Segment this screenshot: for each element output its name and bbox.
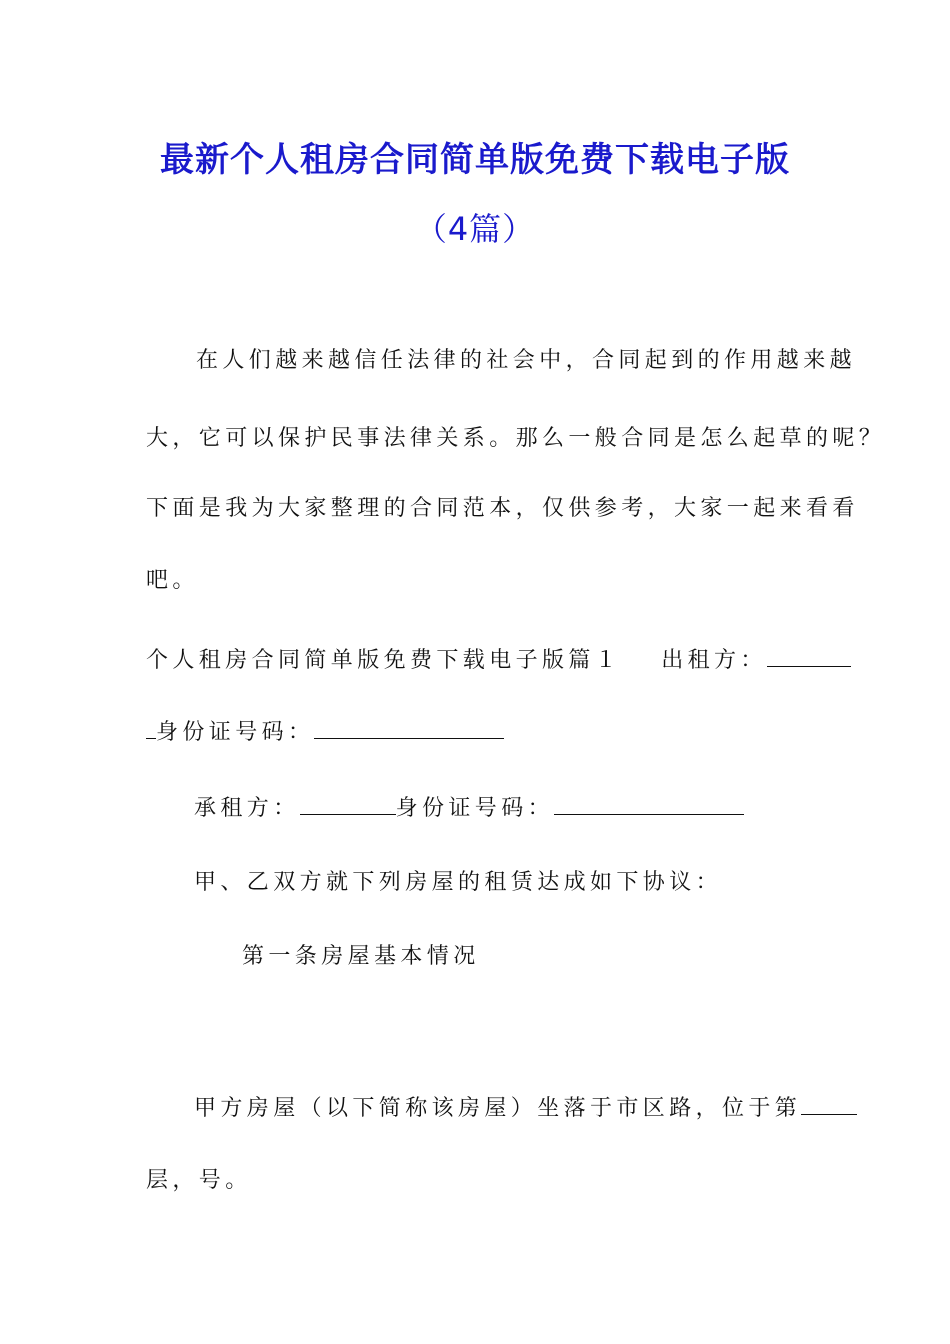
lessee-name-blank	[300, 794, 396, 815]
lessee-label: 承租方：	[194, 796, 300, 821]
lessor-id-line	[146, 718, 504, 748]
intro-line-3: 下面是我为大家整理的合同范本，仅供参考，大家一起来看看	[146, 496, 859, 521]
location-line	[194, 1094, 857, 1124]
floor-line: 层，号。	[146, 1168, 252, 1193]
lessor-label: 出租方：	[661, 648, 767, 673]
floor-blank	[801, 1094, 857, 1115]
agreement-line: 甲、乙双方就下列房屋的租赁达成如下协议：	[194, 870, 723, 895]
intro-line-2: 大，它可以保护民事法律关系。那么一般合同是怎么起草的呢？	[146, 426, 886, 451]
section-heading-line	[146, 646, 851, 676]
lessee-line	[194, 794, 744, 824]
section-heading: 个人租房合同简单版免费下载电子版篇１	[146, 648, 622, 673]
article-1-heading: 第一条房屋基本情况	[242, 944, 480, 969]
intro-line-4: 吧。	[146, 568, 199, 593]
lessor-name-blank-cont	[146, 718, 156, 739]
lessee-id-label: 身份证号码：	[395, 796, 555, 821]
lessor-id-label: 身份证号码：	[156, 720, 315, 745]
location-text: 甲方房屋（以下简称该房屋）坐落于市区路，位于第	[194, 1096, 802, 1121]
document-title: 最新个人租房合同简单版免费下载电子版	[160, 140, 790, 180]
lessor-name-blank	[767, 646, 851, 667]
document-title-count: （4篇）	[414, 210, 536, 248]
lessee-id-blank	[554, 794, 744, 815]
lessor-id-blank	[314, 718, 504, 739]
intro-line-1: 在人们越来越信任法律的社会中，合同起到的作用越来越	[196, 348, 857, 373]
